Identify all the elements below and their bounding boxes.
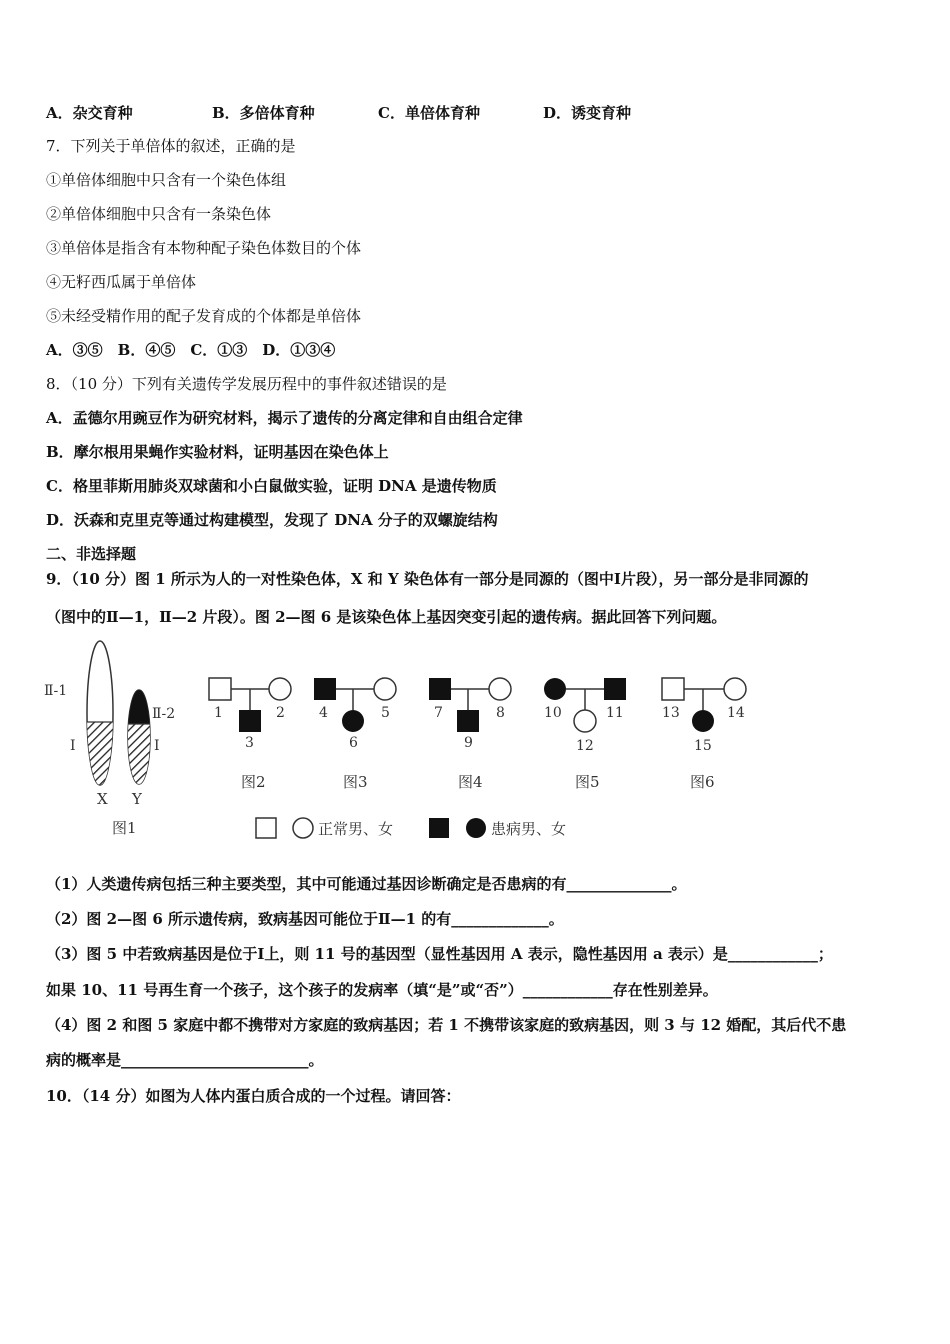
individual-11 xyxy=(604,678,626,700)
label-x: X xyxy=(97,790,108,808)
q6-option-a: A．杂交育种 xyxy=(46,104,133,122)
number-9: 9 xyxy=(464,735,473,751)
chromosome-diagram xyxy=(44,641,175,837)
q6-option-d: D．诱变育种 xyxy=(543,104,632,122)
number-13: 13 xyxy=(662,705,680,721)
q7-statement-2: ②单倍体细胞中只含有一条染色体 xyxy=(46,205,272,223)
fig1-caption: 图1 xyxy=(112,819,137,837)
individual-1 xyxy=(209,678,231,700)
y-nonhomologous-segment xyxy=(126,688,152,724)
pedigree-3 xyxy=(314,678,396,791)
individual-8 xyxy=(489,678,511,700)
legend-affected-female xyxy=(466,818,486,838)
individual-2 xyxy=(269,678,291,700)
number-8: 8 xyxy=(496,705,505,721)
number-10: 10 xyxy=(544,705,562,721)
label-ii2: Ⅱ-2 xyxy=(152,706,176,722)
individual-6 xyxy=(342,710,364,732)
q9-part-3-line1: （3）图 5 中若致病基因是位于Ⅰ上，则 11 号的基因型（显性基因用 A 表示，隐性基因用 a 表示）是____________； xyxy=(46,945,833,963)
legend-normal-label: 正常男、女 xyxy=(318,820,394,838)
q8-option-d: D．沃森和克里克等通过构建模型，发现了 DNA 分子的双螺旋结构 xyxy=(46,511,498,529)
fig3-caption: 图3 xyxy=(343,773,368,791)
individual-7 xyxy=(429,678,451,700)
pedigree-5 xyxy=(544,678,626,791)
individual-13 xyxy=(662,678,684,700)
number-5: 5 xyxy=(381,705,390,721)
q9-part-4-line2: 病的概率是_________________________。 xyxy=(46,1051,324,1069)
label-ii1: Ⅱ-1 xyxy=(44,683,68,699)
legend-normal-male xyxy=(256,818,276,838)
legend-affected-male xyxy=(429,818,449,838)
q10-stem: 10．（14 分）如图为人体内蛋白质合成的一个过程。请回答： xyxy=(46,1087,461,1105)
q7-options: A．③⑤ B．④⑤ C．①③ D．①③④ xyxy=(46,341,336,359)
legend-normal-female xyxy=(293,818,313,838)
q8-stem: 8．（10 分）下列有关遗传学发展历程中的事件叙述错误的是 xyxy=(46,375,447,393)
number-12: 12 xyxy=(576,738,594,754)
q7-statement-1: ①单倍体细胞中只含有一个染色体组 xyxy=(46,171,287,189)
number-6: 6 xyxy=(349,735,358,751)
number-7: 7 xyxy=(434,705,443,721)
q7-statement-4: ④无籽西瓜属于单倍体 xyxy=(46,273,197,291)
number-14: 14 xyxy=(727,705,745,721)
individual-3 xyxy=(239,710,261,732)
individual-5 xyxy=(374,678,396,700)
label-y: Y xyxy=(132,790,142,808)
q7-statement-3: ③单倍体是指含有本物种配子染色体数目的个体 xyxy=(46,239,362,257)
y-homologous-segment xyxy=(126,724,152,786)
fig4-caption: 图4 xyxy=(458,773,483,791)
q8-option-b: B．摩尔根用果蝇作实验材料，证明基因在染色体上 xyxy=(46,443,389,461)
q9-part-3-line2: 如果 10、11 号再生育一个孩子，这个孩子的发病率（填“是”或“否”）____________存在性别差异。 xyxy=(46,981,718,999)
number-2: 2 xyxy=(276,705,285,721)
q9-stem-line1: 9．（10 分）图 1 所示为人的一对性染色体，X 和 Y 染色体有一部分是同源的（图中Ⅰ片段），另一部分是非同源的 xyxy=(46,570,809,588)
pedigree-2 xyxy=(209,678,291,791)
individual-14 xyxy=(724,678,746,700)
q9-part-2: （2）图 2—图 6 所示遗传病，致病基因可能位于Ⅱ—1 的有_____________。 xyxy=(46,910,564,928)
fig2-caption: 图2 xyxy=(241,773,266,791)
q9-stem-line2: （图中的Ⅱ—1，Ⅱ—2 片段）。图 2—图 6 是该染色体上基因突变引起的遗传病。据此回答下列问题。 xyxy=(46,608,727,626)
number-15: 15 xyxy=(694,738,712,754)
q8-option-c: C．格里菲斯用肺炎双球菌和小白鼠做实验，证明 DNA 是遗传物质 xyxy=(46,477,497,495)
number-11: 11 xyxy=(606,705,624,721)
pedigree-6 xyxy=(662,678,746,791)
number-4: 4 xyxy=(319,705,328,721)
section-title: 二、非选择题 xyxy=(46,545,137,563)
individual-9 xyxy=(457,710,479,732)
q6-option-b: B．多倍体育种 xyxy=(212,104,315,122)
label-i-right: Ⅰ xyxy=(154,738,160,754)
pedigree-4 xyxy=(429,678,511,791)
legend-affected-label: 患病男、女 xyxy=(491,820,567,838)
q6-option-c: C．单倍体育种 xyxy=(378,104,480,122)
individual-15 xyxy=(692,710,714,732)
q7-statement-5: ⑤未经受精作用的配子发育成的个体都是单倍体 xyxy=(46,307,362,325)
fig6-caption: 图6 xyxy=(690,773,715,791)
label-i-left: Ⅰ xyxy=(70,738,76,754)
q8-option-a: A．孟德尔用豌豆作为研究材料，揭示了遗传的分离定律和自由组合定律 xyxy=(46,409,523,427)
individual-12 xyxy=(574,710,596,732)
q9-part-1: （1）人类遗传病包括三种主要类型，其中可能通过基因诊断确定是否患病的有______________。 xyxy=(46,875,687,893)
pedigree-figure xyxy=(40,640,760,845)
legend xyxy=(256,818,566,838)
fig5-caption: 图5 xyxy=(575,773,600,791)
q7-stem: 7．下列关于单倍体的叙述，正确的是 xyxy=(46,137,296,155)
q9-part-4-line1: （4）图 2 和图 5 家庭中都不携带对方家庭的致病基因；若 1 不携带该家庭的致病基因，则 3 与 12 婚配，其后代不患 xyxy=(46,1016,847,1034)
individual-4 xyxy=(314,678,336,700)
number-3: 3 xyxy=(245,735,254,751)
individual-10 xyxy=(544,678,566,700)
number-1: 1 xyxy=(214,705,223,721)
